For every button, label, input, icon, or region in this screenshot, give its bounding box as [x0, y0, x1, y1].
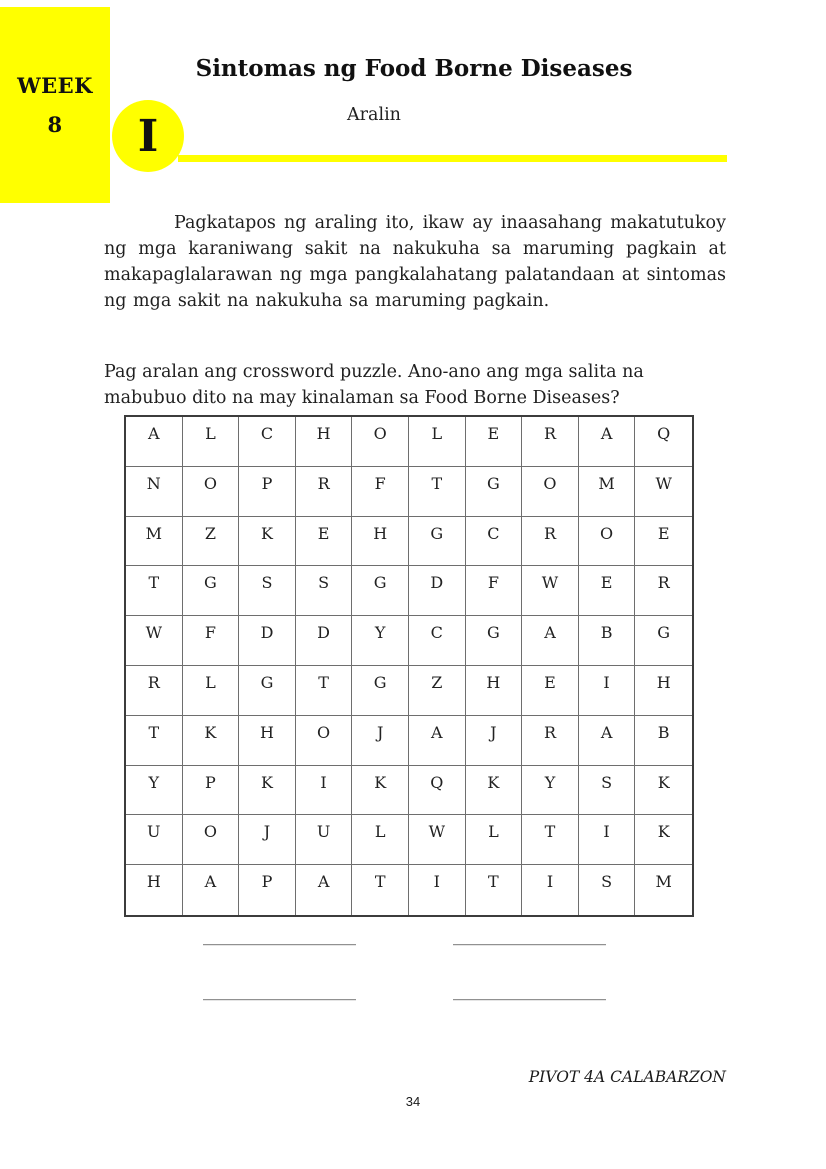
grid-cell: B — [579, 616, 636, 666]
grid-cell: Q — [409, 766, 466, 816]
grid-cell: G — [352, 566, 409, 616]
grid-cell: R — [296, 467, 353, 517]
grid-cell: O — [183, 467, 240, 517]
grid-cell: M — [655, 872, 672, 892]
grid-cell: W — [635, 467, 692, 517]
grid-cell: P — [239, 467, 296, 517]
lesson-marker-letter: I — [137, 110, 159, 162]
grid-cell: I — [579, 666, 636, 716]
grid-cell: T — [126, 566, 183, 616]
grid-cell: Z — [183, 517, 240, 567]
grid-cell: Y — [352, 616, 409, 666]
grid-cell: W — [126, 616, 183, 666]
grid-cell: P — [183, 766, 240, 816]
grid-cell: S — [579, 865, 636, 915]
footer-brand: PIVOT 4A CALABARZON — [528, 1068, 726, 1086]
grid-cell: K — [466, 766, 523, 816]
word-search-grid — [124, 415, 694, 917]
grid-cell: H — [296, 417, 353, 467]
intro-paragraph: Pagkatapos ng araling ito, ikaw ay inaasahang makatutukoy ng mga karaniwang sakit na nakukuha sa maruming pagkain at makapaglalarawan ng mga pangkalahatang palatandaan at sintomas ng mga sakit na nakukuha sa maruming pagkain. — [104, 212, 726, 311]
grid-cell: T — [126, 716, 183, 766]
grid-cell: R — [522, 417, 579, 467]
grid-cell: J — [239, 815, 296, 865]
grid-cell: R — [522, 716, 579, 766]
grid-cell: G — [352, 666, 409, 716]
week-number: 8 — [47, 112, 63, 137]
grid-cell: P — [239, 865, 296, 915]
grid-cell: K — [239, 766, 296, 816]
grid-cell: C — [409, 616, 466, 666]
grid-cell: E — [522, 666, 579, 716]
grid-cell: T — [522, 815, 579, 865]
grid-cell: K — [635, 815, 692, 865]
grid-cell: W — [409, 815, 466, 865]
page-title: Sintomas ng Food Borne Diseases — [195, 55, 633, 82]
grid-cell: U — [296, 815, 353, 865]
grid-cell: E — [635, 517, 692, 567]
grid-cell: A — [579, 417, 636, 467]
grid-cell: G — [183, 566, 240, 616]
grid-cell: G — [239, 666, 296, 716]
page-subtitle: Aralin — [347, 105, 401, 125]
grid-cell: L — [409, 417, 466, 467]
grid-cell: T — [409, 467, 466, 517]
grid-cell: E — [579, 566, 636, 616]
grid-cell: O — [579, 517, 636, 567]
grid-cell: M — [126, 517, 183, 567]
grid-cell: L — [352, 815, 409, 865]
grid-cell: Y — [522, 766, 579, 816]
lesson-marker-badge — [112, 100, 184, 172]
page-number: 34 — [405, 1094, 421, 1109]
grid-cell: I — [296, 766, 353, 816]
grid-cell: W — [522, 566, 579, 616]
grid-cell: A — [579, 716, 636, 766]
grid-cell: H — [352, 517, 409, 567]
grid-cell: J — [352, 716, 409, 766]
grid-cell: C — [239, 417, 296, 467]
grid-cell: A — [522, 616, 579, 666]
grid-cell: T — [466, 865, 523, 915]
grid-cell: L — [183, 417, 240, 467]
grid-cell: K — [635, 766, 692, 816]
grid-cell: C — [466, 517, 523, 567]
grid-cell: O — [352, 417, 409, 467]
grid-cell: A — [183, 865, 240, 915]
grid-cell: O — [296, 716, 353, 766]
grid-cell: Z — [409, 666, 466, 716]
grid-cell: K — [352, 766, 409, 816]
activity-instruction: Pag aralan ang crossword puzzle. Ano-ano ang mga salita na mabubuo dito na may kinalaman sa Food Borne Diseases? — [104, 361, 644, 408]
grid-cell: L — [466, 815, 523, 865]
grid-cell: B — [635, 716, 692, 766]
grid-cell: F — [183, 616, 240, 666]
grid-cell: N — [126, 467, 183, 517]
grid-cell: I — [522, 865, 579, 915]
grid-cell: L — [183, 666, 240, 716]
grid-cell: J — [466, 716, 523, 766]
grid-cell: F — [352, 467, 409, 517]
grid-cell: I — [579, 815, 636, 865]
grid-cell: K — [239, 517, 296, 567]
answer-blank: __________________ — [203, 981, 356, 1001]
grid-cell: U — [126, 815, 183, 865]
grid-cell: G — [409, 517, 466, 567]
grid-cell: K — [183, 716, 240, 766]
grid-cell: T — [296, 666, 353, 716]
grid-cell: E — [296, 517, 353, 567]
grid-cell: A — [409, 716, 466, 766]
grid-cell: T — [352, 865, 409, 915]
grid-cell: R — [126, 666, 183, 716]
grid-cell: H — [466, 666, 523, 716]
grid-cell: D — [409, 566, 466, 616]
grid-cell: I — [409, 865, 466, 915]
grid-cell: G — [466, 467, 523, 517]
week-label: WEEK — [17, 73, 93, 98]
grid-cell: M — [579, 467, 636, 517]
week-badge — [0, 7, 110, 203]
grid-cell: A — [126, 417, 183, 467]
grid-cell: O — [183, 815, 240, 865]
answer-blank: __________________ — [453, 926, 606, 946]
grid-cell: H — [239, 716, 296, 766]
grid-cell: S — [296, 566, 353, 616]
grid-cell: Q — [635, 417, 692, 467]
grid-cell: G — [635, 616, 692, 666]
grid-cell: G — [466, 616, 523, 666]
grid-cell: Y — [126, 766, 183, 816]
grid-cell: H — [126, 865, 183, 915]
grid-cell: R — [522, 517, 579, 567]
grid-cell: E — [466, 417, 523, 467]
grid-cell: F — [466, 566, 523, 616]
answer-blank: __________________ — [203, 926, 356, 946]
grid-cell: A — [296, 865, 353, 915]
grid-cell: H — [635, 666, 692, 716]
answer-blank: __________________ — [453, 981, 606, 1001]
grid-cell: O — [522, 467, 579, 517]
grid-cell: D — [239, 616, 296, 666]
yellow-divider-rule — [178, 155, 727, 162]
grid-cell: S — [579, 766, 636, 816]
grid-cell: S — [239, 566, 296, 616]
grid-cell: R — [635, 566, 692, 616]
grid-cell: D — [296, 616, 353, 666]
